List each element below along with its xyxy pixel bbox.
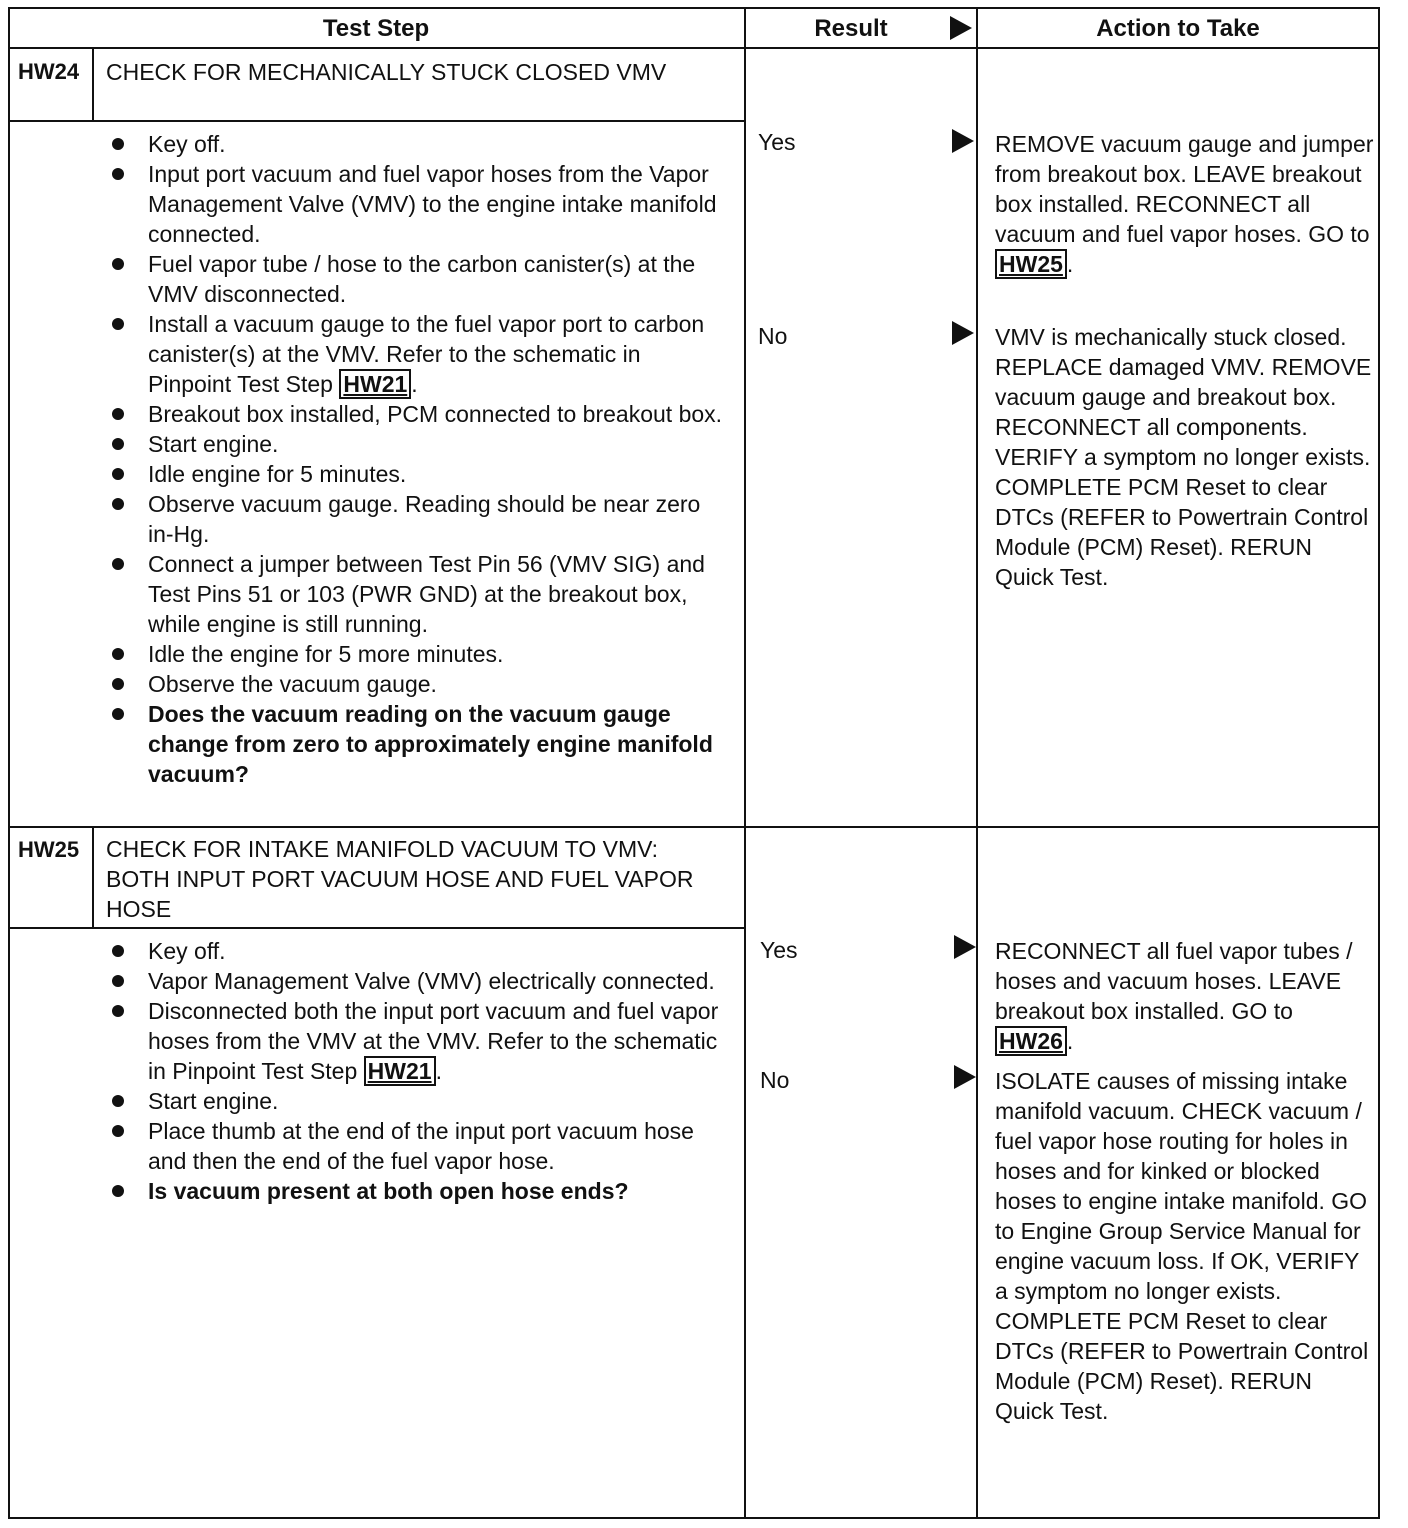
step-conditions-list bbox=[104, 129, 724, 789]
bullet-icon bbox=[112, 318, 124, 330]
step-title-divider bbox=[8, 120, 744, 122]
bullet-icon bbox=[112, 945, 124, 957]
list-item-question bbox=[104, 1176, 724, 1206]
list-item-question bbox=[104, 699, 724, 789]
bullet-icon bbox=[112, 1005, 124, 1017]
list-item-text: Idle engine for 5 minutes. bbox=[148, 461, 407, 487]
list-item bbox=[104, 1086, 724, 1116]
list-item bbox=[104, 936, 724, 966]
table-border-left bbox=[8, 7, 10, 1519]
list-item-text: Observe the vacuum gauge. bbox=[148, 671, 437, 697]
list-item: Disconnected both the input port vacuum and fuel vapor hoses from the VMV at the VMV. Refer to the schematic in Pinpoint Test Step HW21 . bbox=[104, 996, 724, 1086]
list-item bbox=[104, 129, 724, 159]
bullet-icon bbox=[112, 138, 124, 150]
list-item bbox=[104, 159, 724, 249]
bullet-icon bbox=[112, 975, 124, 987]
step-reference-link[interactable]: HW25 bbox=[995, 249, 1067, 279]
step-reference-link[interactable]: HW21 bbox=[364, 1056, 436, 1086]
step-id-divider bbox=[92, 827, 94, 929]
bullet-icon bbox=[112, 558, 124, 570]
list-item-text: Disconnected both the input port vacuum and fuel vapor hoses from the VMV at the VMV. Refer to the schematic in Pinpoint Test Step bbox=[148, 998, 719, 1084]
list-item bbox=[104, 966, 724, 996]
header-divider bbox=[8, 47, 1380, 49]
step-title: CHECK FOR INTAKE MANIFOLD VACUUM TO VMV: BOTH INPUT PORT VACUUM HOSE AND FUEL VAPOR HOSE bbox=[106, 836, 694, 922]
list-item-text: Vapor Management Valve (VMV) electrically connected. bbox=[148, 968, 715, 994]
result-arrow-icon bbox=[954, 1065, 976, 1089]
action-text: REMOVE vacuum gauge and jumper from breakout box. LEAVE breakout box installed. RECONNECT all vacuum and fuel vapor hoses. GO to bbox=[995, 131, 1374, 247]
bullet-icon bbox=[112, 438, 124, 450]
list-item bbox=[104, 1116, 724, 1176]
result-no: No bbox=[758, 323, 788, 349]
list-item bbox=[104, 489, 724, 549]
result-arrow-icon bbox=[954, 935, 976, 959]
result-no: No bbox=[760, 1067, 790, 1093]
bullet-icon bbox=[112, 648, 124, 660]
action-no: VMV is mechanically stuck closed. REPLACE damaged VMV. REMOVE vacuum gauge and breakout box. RECONNECT all components. VERIFY a symptom no longer exists. COMPLETE PCM Reset to clear DTCs (REFER to Powertrain Control Module (PCM) Reset). RERUN Quick Test. bbox=[995, 324, 1372, 590]
list-item bbox=[104, 549, 724, 639]
list-item-text: Fuel vapor tube / hose to the carbon canister(s) at the VMV disconnected. bbox=[148, 251, 696, 307]
list-item-text: Is vacuum present at both open hose ends? bbox=[148, 1178, 629, 1204]
result-yes: Yes bbox=[760, 937, 798, 963]
bullet-icon bbox=[112, 168, 124, 180]
step-reference-link[interactable]: HW21 bbox=[339, 369, 411, 399]
bullet-icon bbox=[112, 708, 124, 720]
step-conditions-list bbox=[104, 936, 724, 1206]
bullet-icon bbox=[112, 408, 124, 420]
list-item-text: Key off. bbox=[148, 938, 226, 964]
header-action: Action to Take bbox=[1096, 15, 1260, 42]
bullet-icon bbox=[112, 678, 124, 690]
bullet-icon bbox=[112, 498, 124, 510]
table-border-right bbox=[1378, 7, 1380, 1519]
list-item-text: Idle the engine for 5 more minutes. bbox=[148, 641, 504, 667]
list-item-text: Input port vacuum and fuel vapor hoses from the Vapor Management Valve (VMV) to the engine intake manifold connected. bbox=[148, 161, 717, 247]
step-title-divider bbox=[8, 927, 744, 929]
list-item-text: Place thumb at the end of the input port vacuum hose and then the end of the fuel vapor hose. bbox=[148, 1118, 694, 1174]
list-item: Install a vacuum gauge to the fuel vapor port to carbon canister(s) at the VMV. Refer to the schematic in Pinpoint Test Step HW21 . bbox=[104, 309, 724, 399]
column-divider-result bbox=[744, 7, 746, 1519]
header-test-step: Test Step bbox=[322, 15, 430, 42]
list-item bbox=[104, 429, 724, 459]
step-separator bbox=[8, 826, 1380, 828]
step-id-divider bbox=[92, 47, 94, 121]
result-arrow-icon bbox=[952, 321, 974, 345]
list-item bbox=[104, 459, 724, 489]
column-divider-action bbox=[976, 7, 978, 1519]
pinpoint-test-table bbox=[8, 7, 1380, 1519]
step-id: HW24 bbox=[18, 59, 80, 84]
list-item bbox=[104, 399, 724, 429]
step-reference-link[interactable]: HW26 bbox=[995, 1026, 1067, 1056]
list-item-text: Start engine. bbox=[148, 431, 279, 457]
bullet-icon bbox=[112, 468, 124, 480]
result-yes: Yes bbox=[758, 129, 796, 155]
bullet-icon bbox=[112, 258, 124, 270]
bullet-icon bbox=[112, 1125, 124, 1137]
action-yes: REMOVE vacuum gauge and jumper from breakout box. LEAVE breakout box installed. RECONNECT all vacuum and fuel vapor hoses. GO to HW25 . bbox=[995, 131, 1374, 277]
list-item-text: Breakout box installed, PCM connected to breakout box. bbox=[148, 401, 723, 427]
list-item-text: Start engine. bbox=[148, 1088, 279, 1114]
action-yes: RECONNECT all fuel vapor tubes / hoses and vacuum hoses. LEAVE breakout box installed. GO to HW26 . bbox=[995, 938, 1353, 1054]
list-item-text: Install a vacuum gauge to the fuel vapor port to carbon canister(s) at the VMV. Refer to the schematic in Pinpoint Test Step bbox=[148, 311, 705, 397]
list-item-text: Does the vacuum reading on the vacuum gauge change from zero to approximately engine manifold vacuum? bbox=[148, 701, 713, 787]
bullet-icon bbox=[112, 1185, 124, 1197]
action-text: RECONNECT all fuel vapor tubes / hoses and vacuum hoses. LEAVE breakout box installed. GO to bbox=[995, 938, 1353, 1024]
list-item-text: Key off. bbox=[148, 131, 226, 157]
bullet-icon bbox=[112, 1095, 124, 1107]
table-border-bottom bbox=[8, 1517, 1380, 1519]
header-arrow-icon bbox=[950, 16, 972, 40]
step-title: CHECK FOR MECHANICALLY STUCK CLOSED VMV bbox=[106, 59, 667, 85]
step-id: HW25 bbox=[18, 837, 80, 862]
list-item-text: Connect a jumper between Test Pin 56 (VMV SIG) and Test Pins 51 or 103 (PWR GND) at the breakout box, while engine is still running. bbox=[148, 551, 705, 637]
list-item bbox=[104, 249, 724, 309]
result-arrow-icon bbox=[952, 129, 974, 153]
list-item bbox=[104, 639, 724, 669]
header-result: Result bbox=[814, 15, 888, 42]
action-no: ISOLATE causes of missing intake manifold vacuum. CHECK vacuum / fuel vapor hose routing for holes in hoses and for kinked or blocked hoses to engine intake manifold. GO to Engine Group Service Manual for engine vacuum loss. If OK, VERIFY a symptom no longer exists. COMPLETE PCM Reset to clear DTCs (REFER to Powertrain Control Module (PCM) Reset). RERUN Quick Test. bbox=[995, 1068, 1369, 1424]
list-item-text: Observe vacuum gauge. Reading should be near zero in-Hg. bbox=[148, 491, 701, 547]
list-item bbox=[104, 669, 724, 699]
